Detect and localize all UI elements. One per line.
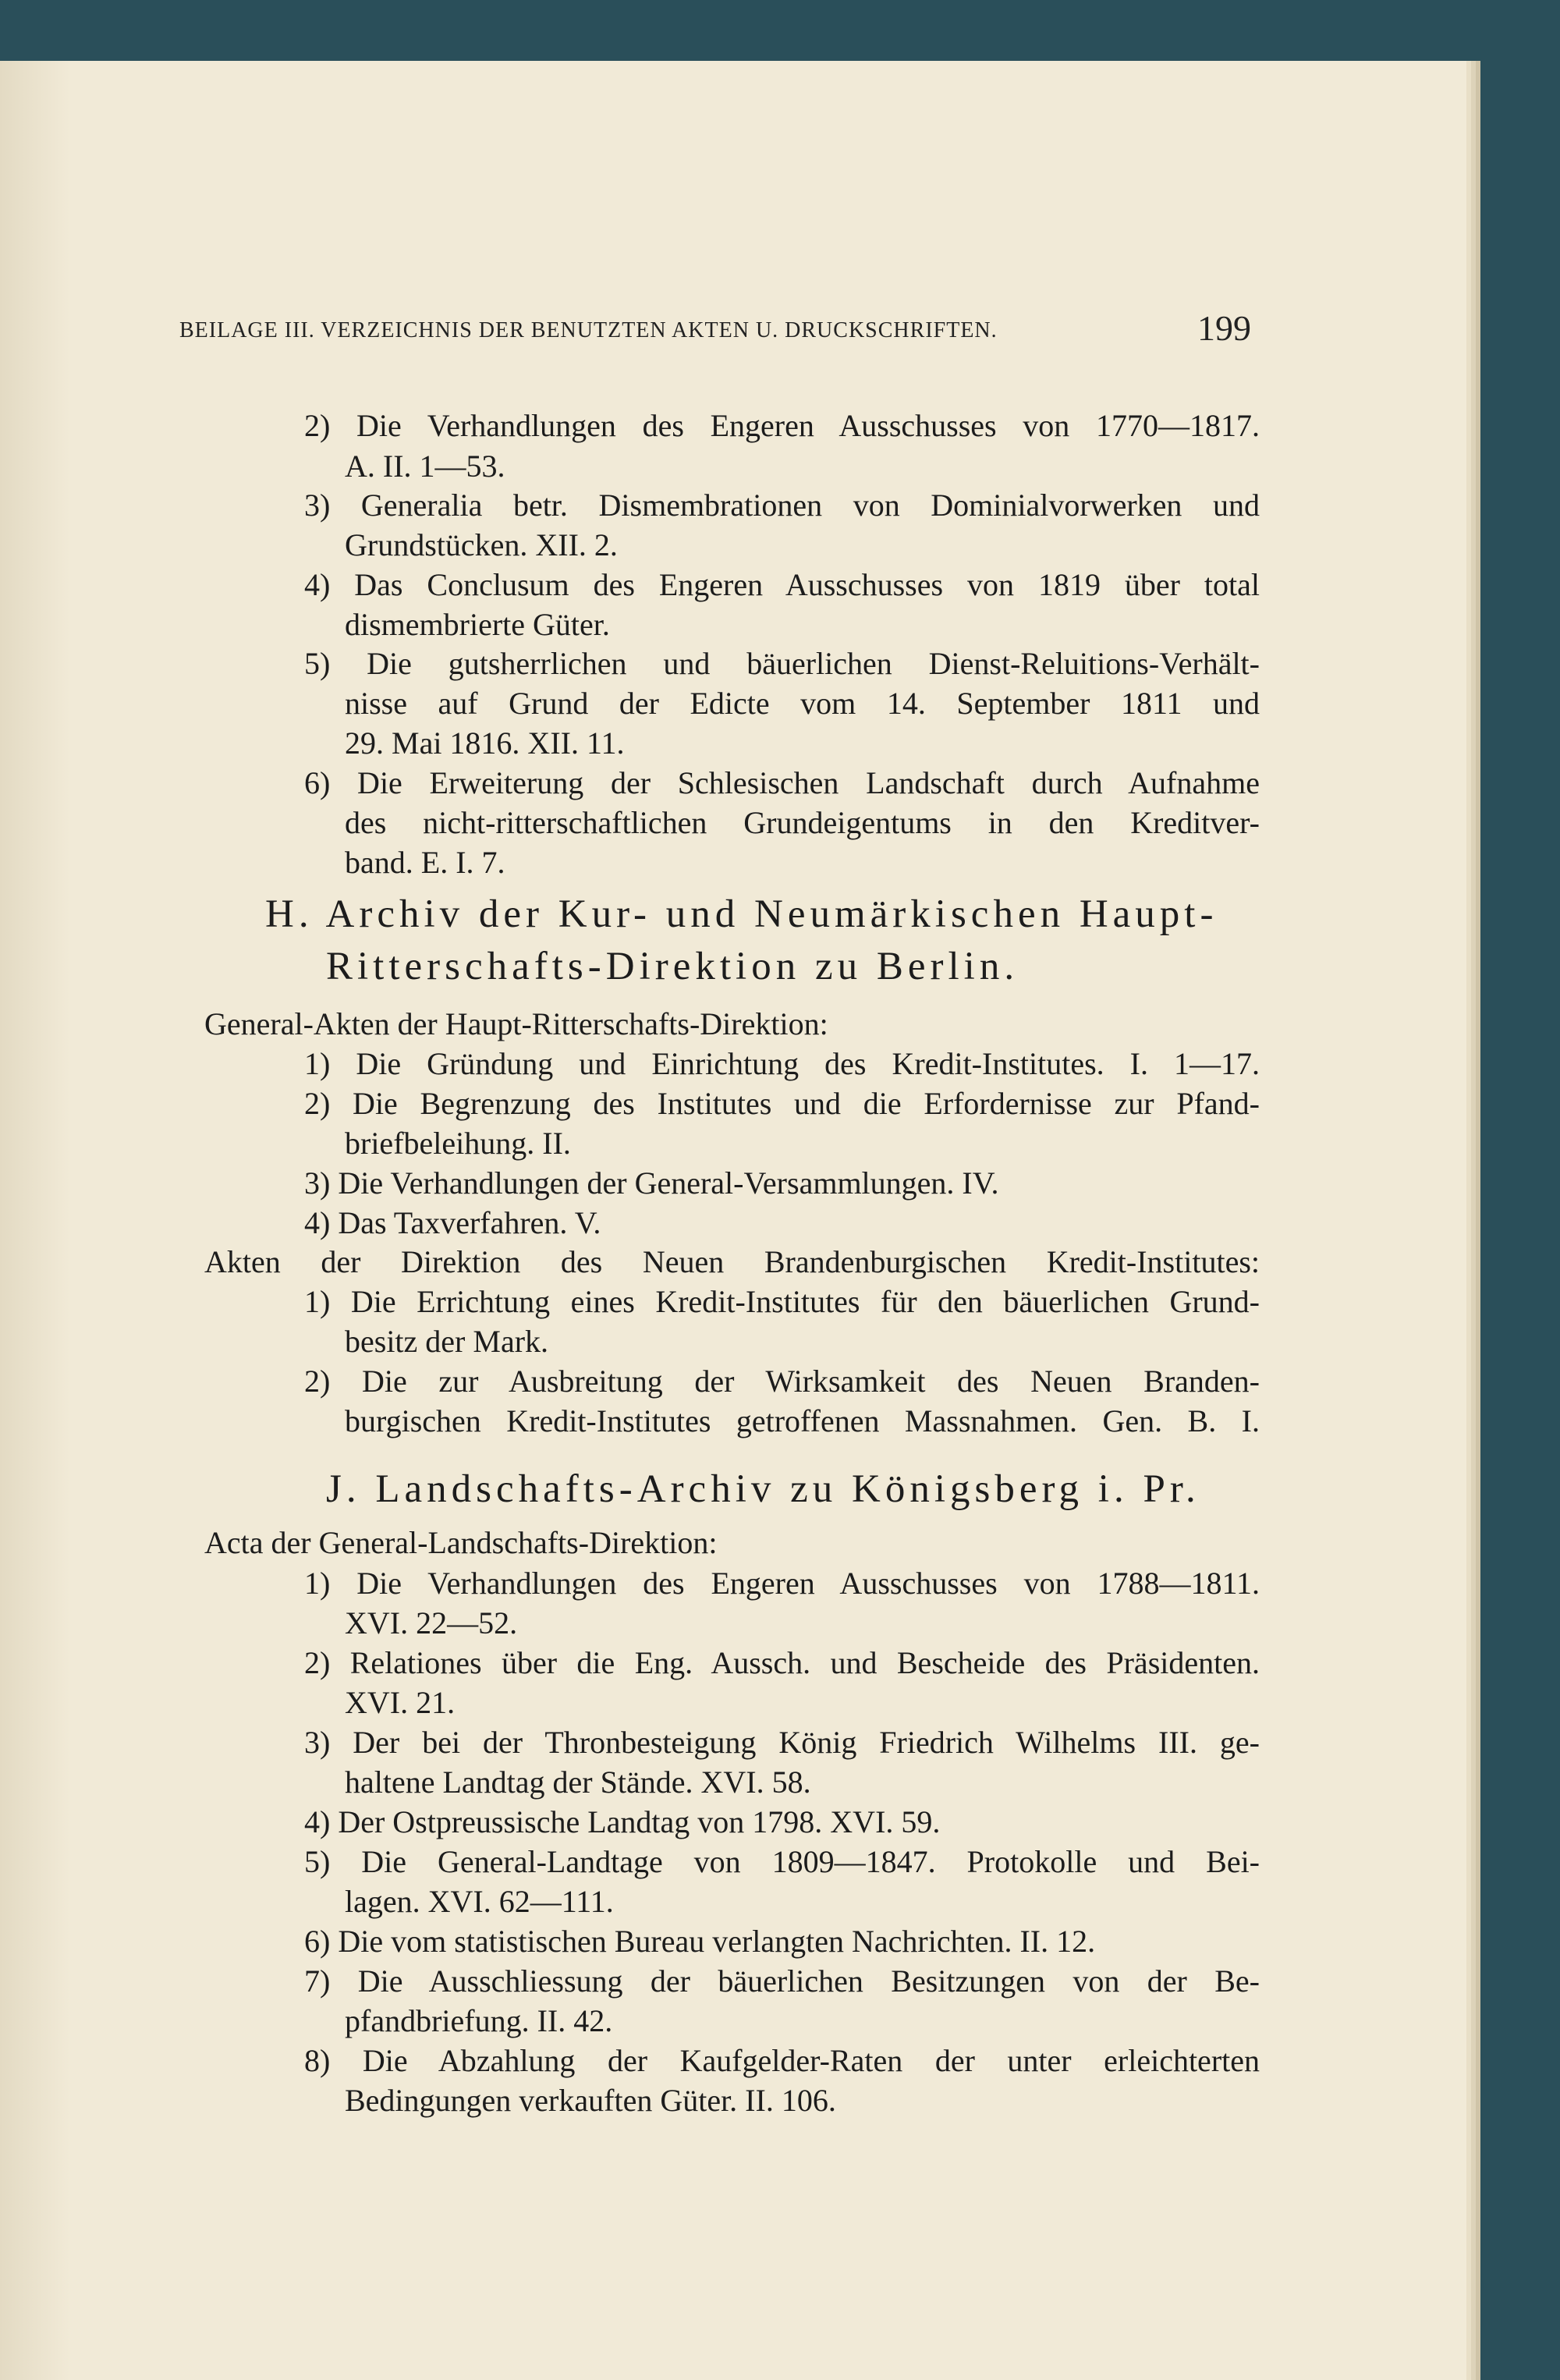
text-line: 1) Die Errichtung eines Kredit-Institutes für den bäuerlichen Grund- — [304, 1284, 1260, 1319]
text-line: pfandbriefung. II. 42. — [345, 2003, 613, 2038]
text-line: Akten der Direktion des Neuen Brandenburgischen Kredit-Institutes: — [204, 1244, 1260, 1279]
text-line: General-Akten der Haupt-Ritterschafts-Direktion: — [204, 1006, 828, 1041]
text-line: burgischen Kredit-Institutes getroffenen Massnahmen. Gen. B. I. — [345, 1403, 1260, 1438]
text-line: 7) Die Ausschliessung der bäuerlichen Besitzungen von der Be- — [304, 1963, 1260, 1999]
text-line: 4) Das Conclusum des Engeren Ausschusses von 1819 über total — [304, 567, 1260, 602]
text-line: A. II. 1—53. — [345, 449, 505, 484]
text-line: 1) Die Gründung und Einrichtung des Kredit-Institutes. I. 1—17. — [304, 1046, 1260, 1081]
text-line: 6) Die vom statistischen Bureau verlangten Nachrichten. II. 12. — [304, 1924, 1096, 1959]
section-heading-h-cont: Ritterschafts-Direktion zu Berlin. — [326, 945, 1019, 988]
text-line: haltene Landtag der Stände. XVI. 58. — [345, 1765, 811, 1800]
page-number: 199 — [1197, 308, 1251, 348]
text-line: briefbeleihung. II. — [345, 1126, 571, 1161]
section-heading-h: H. Archiv der Kur- und Neumärkischen Haupt- — [265, 892, 1218, 936]
text-line: Grundstücken. XII. 2. — [345, 527, 618, 562]
text-line: Acta der General-Landschafts-Direktion: — [204, 1525, 718, 1560]
text-line: dismembrierte Güter. — [345, 607, 610, 642]
text-line: XVI. 21. — [345, 1685, 456, 1720]
text-line: 2) Die zur Ausbreitung der Wirksamkeit des Neuen Branden- — [304, 1364, 1260, 1399]
text-line: nisse auf Grund der Edicte vom 14. September 1811 und — [345, 686, 1260, 721]
book-page — [0, 61, 1466, 2380]
text-line: 2) Die Begrenzung des Institutes und die Erfordernisse zur Pfand- — [304, 1086, 1260, 1121]
text-line: 3) Der bei der Thronbesteigung König Friedrich Wilhelms III. ge- — [304, 1725, 1260, 1760]
text-line: 5) Die General-Landtage von 1809—1847. Protokolle und Bei- — [304, 1844, 1260, 1879]
text-line: 2) Relationes über die Eng. Aussch. und Bescheide des Präsidenten. — [304, 1645, 1260, 1680]
text-line: XVI. 22—52. — [345, 1605, 518, 1640]
text-line: 8) Die Abzahlung der Kaufgelder-Raten der unter erleichterten — [304, 2043, 1260, 2078]
text-line: 3) Die Verhandlungen der General-Versammlungen. IV. — [304, 1165, 999, 1201]
text-line: 29. Mai 1816. XII. 11. — [345, 725, 625, 761]
text-line: 1) Die Verhandlungen des Engeren Ausschusses von 1788—1811. — [304, 1566, 1260, 1601]
section-heading-j: J. Landschafts-Archiv zu Königsberg i. Pr. — [326, 1467, 1200, 1511]
text-line: 5) Die gutsherrlichen und bäuerlichen Dienst-Reluitions-Verhält- — [304, 646, 1260, 681]
text-line: 2) Die Verhandlungen des Engeren Ausschusses von 1770—1817. — [304, 408, 1260, 443]
running-head: BEILAGE III. VERZEICHNIS DER BENUTZTEN AKTEN U. DRUCKSCHRIFTEN. — [179, 318, 998, 342]
text-line: 3) Generalia betr. Dismembrationen von Dominialvorwerken und — [304, 488, 1260, 523]
text-line: lagen. XVI. 62—111. — [345, 1884, 614, 1919]
text-line: 6) Die Erweiterung der Schlesischen Landschaft durch Aufnahme — [304, 765, 1260, 800]
text-line: besitz der Mark. — [345, 1324, 549, 1359]
text-line: 4) Der Ostpreussische Landtag von 1798. XVI. 59. — [304, 1804, 941, 1839]
text-line: des nicht-ritterschaftlichen Grundeigentums in den Kreditver- — [345, 805, 1260, 840]
text-line: Bedingungen verkauften Güter. II. 106. — [345, 2083, 836, 2118]
text-line: band. E. I. 7. — [345, 845, 505, 880]
text-line: 4) Das Taxverfahren. V. — [304, 1205, 601, 1240]
